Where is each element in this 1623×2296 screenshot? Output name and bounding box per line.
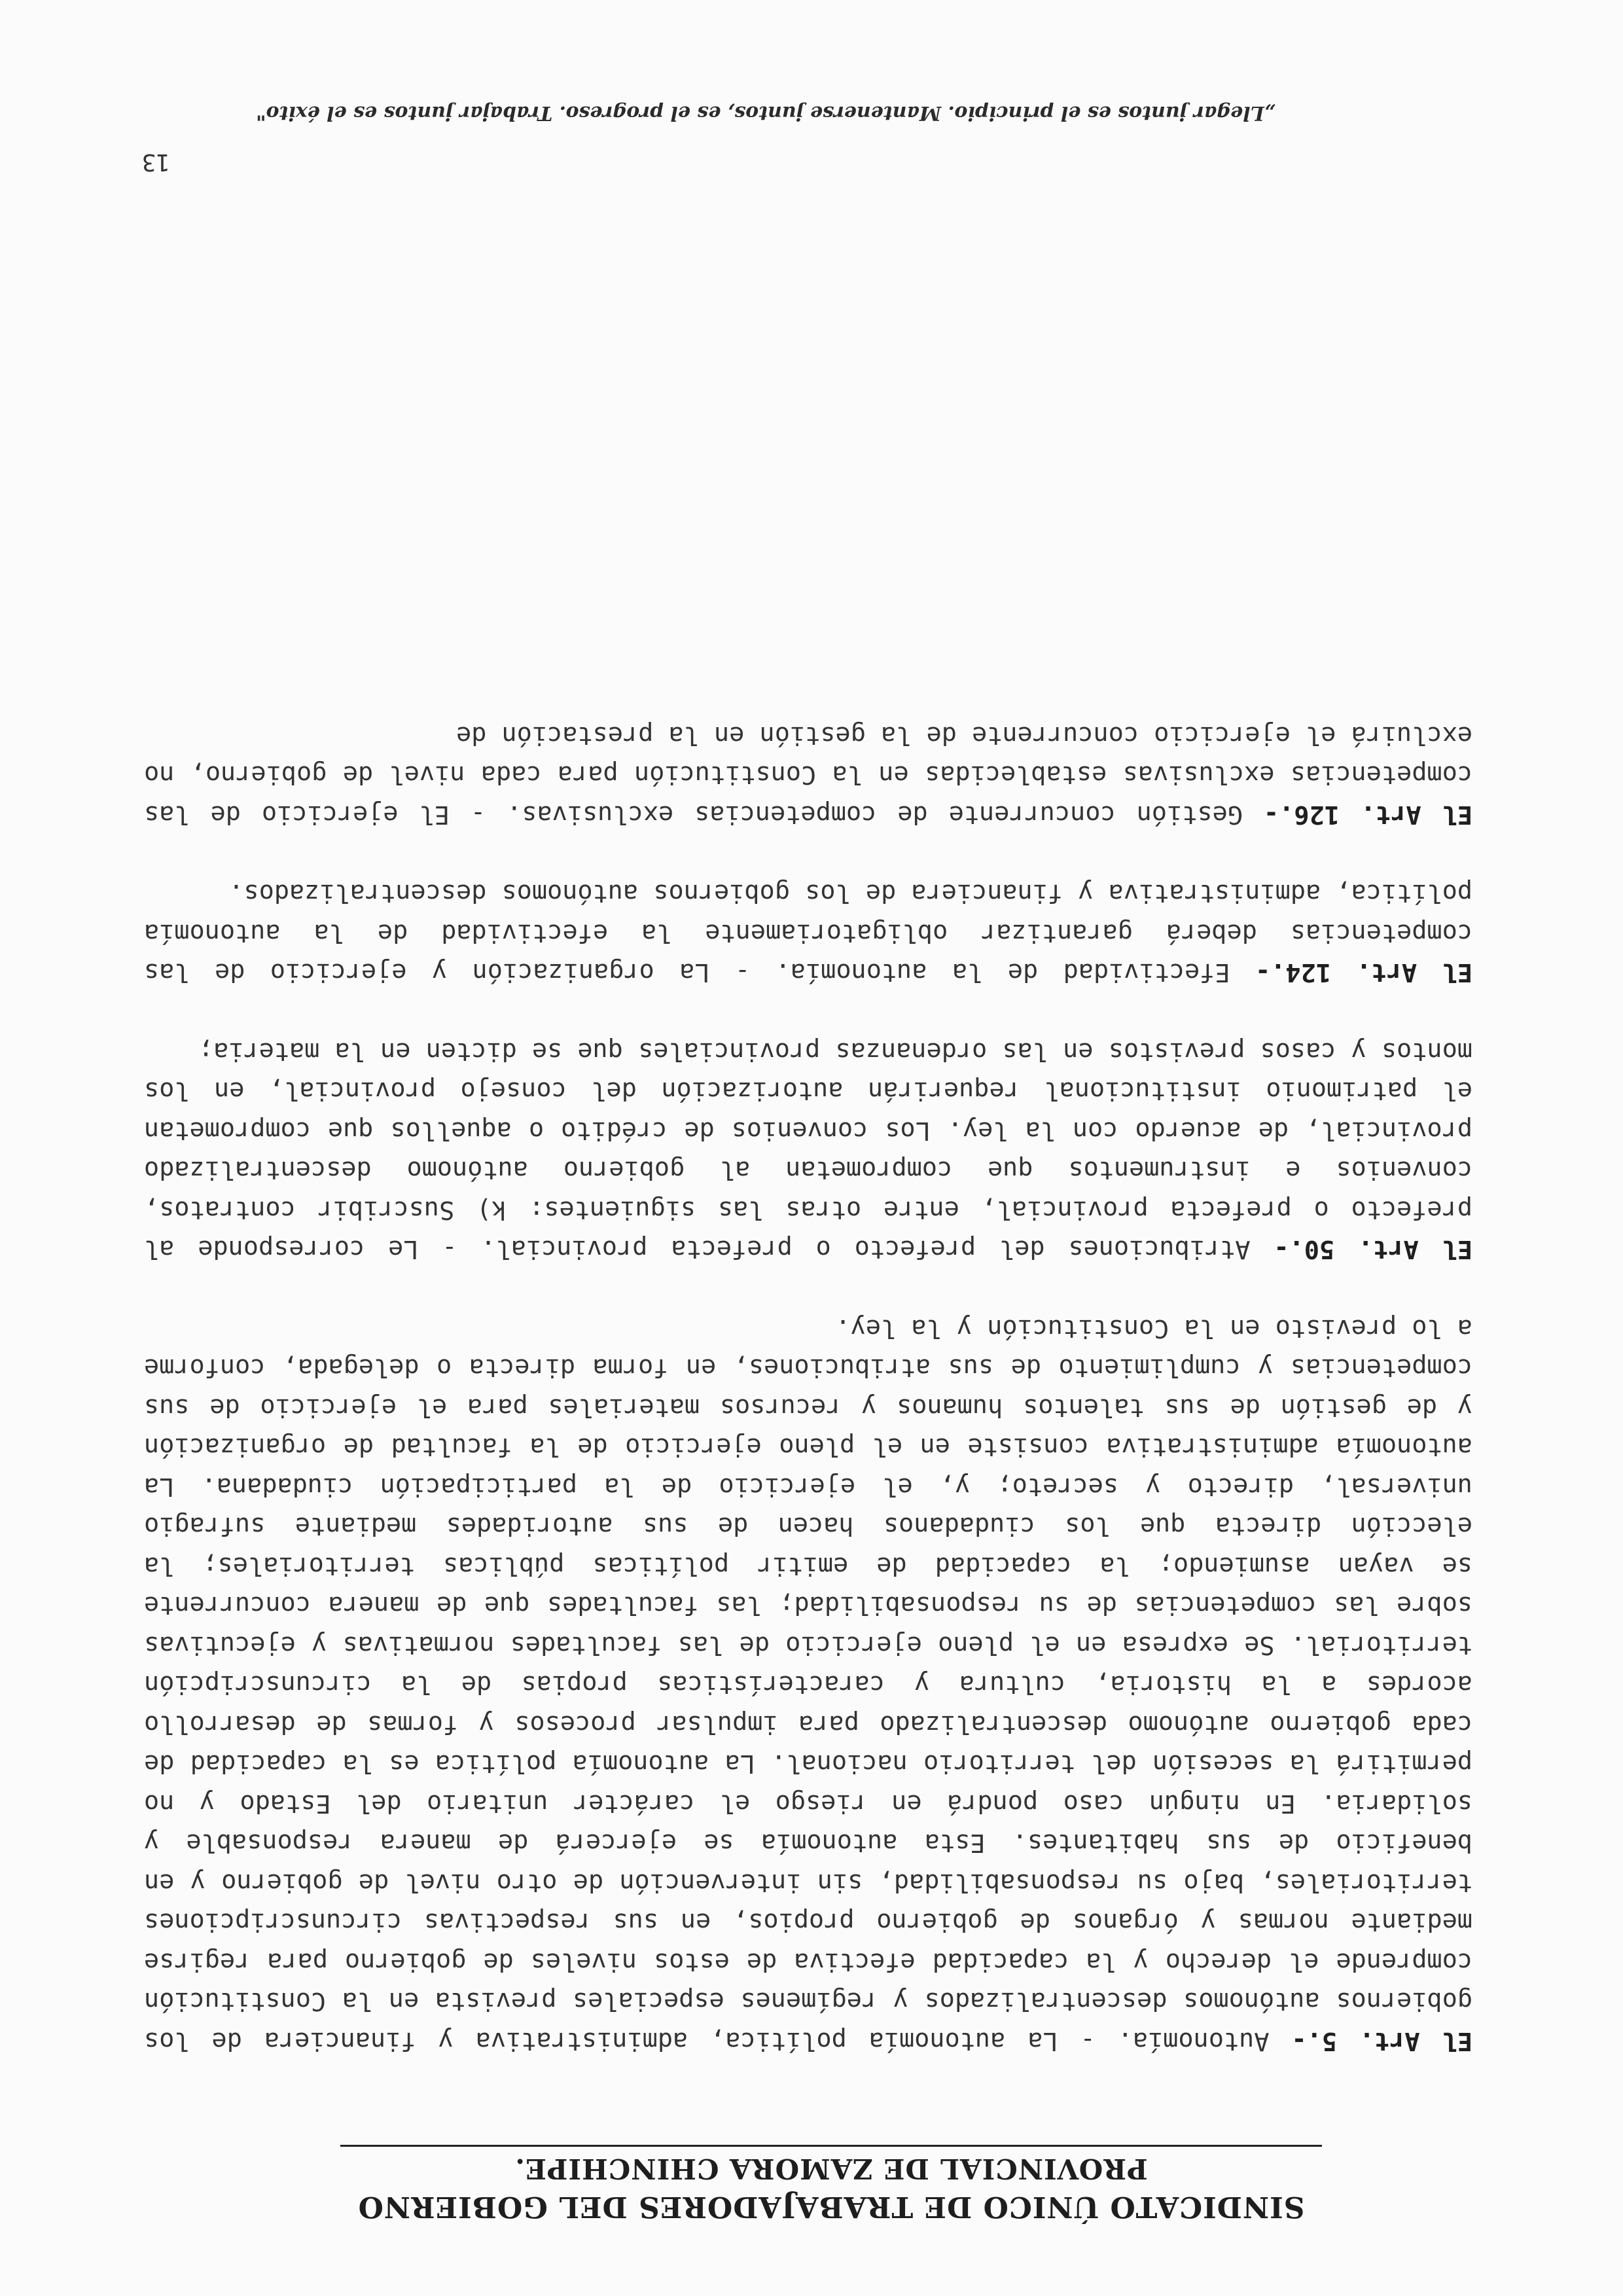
footer-motto: „Llegar juntos es el principio. Mantenerse juntos, es el progreso. Trabajar juntos es el éxito" bbox=[255, 101, 1276, 124]
article-50 bbox=[144, 1031, 1472, 1269]
article-number: El Art. 126.- bbox=[1263, 800, 1472, 829]
article-number: El Art. 5.- bbox=[1291, 2026, 1472, 2056]
article-number: El Art. 124.- bbox=[1255, 958, 1472, 988]
article-text: Atribuciones del prefecto o prefecta provincial. - Le corresponde al prefecto o prefecta provincial, entre otras las siguientes: k) Suscribir contratos, convenios e instrumentos que comprometan al gobierno autónomo descentralizado provincial, de acuerdo con la ley. Los convenios de crédito o aquellos que comprometan el patrimonio institucional requerirán autorización del consejo provincial, en los montos y casos previstos en las ordenanzas provinciales que se dicten en la materia; bbox=[144, 1037, 1472, 1265]
letterhead-line-2: PROVINCIAL DE ZAMORA CHINCHIPE. bbox=[514, 2153, 1148, 2185]
letterhead bbox=[288, 2145, 1374, 2225]
article-126 bbox=[144, 715, 1472, 834]
article-number: El Art. 50.- bbox=[1274, 1234, 1472, 1265]
article-text: Autonomía. - La autonomía política, administrativa y financiera de los gobiernos autónomos descentralizados y regímenes especiales prevista en la Constitución comprende el derecho y la capacidad efectiva de estos niveles de gobierno para regirse mediante normas y órganos de gobierno propios, en sus respectivas circunscripciones territoriales, bajo su responsabilidad, sin intervención de otro nivel de gobierno y en beneficio de sus habitantes. Esta autonomía se ejercerá de manera responsable y solidaria. En ningún caso pondrá en riesgo el carácter unitario del Estado y no permitirá la secesión del territorio nacional. La autonomía política es la capacidad de cada gobierno autónomo descentralizado para impulsar procesos y formas de desarrollo acordes a la historia, cultura y características propias de la circunscripción territorial. Se expresa en el pleno ejercicio de las facultades normativas y ejecutivas sobre las competencias de su responsabilidad; las facultades que de manera concurrente se vayan asumiendo; la capacidad de emitir políticas públicas territoriales; la elección directa que los ciudadanos hacen de sus autoridades mediante sufragio universal, directo y secreto; y, el ejercicio de la participación ciudadana. La autonomía administrativa consiste en el pleno ejercicio de la facultad de organización y de gestión de sus talentos humanos y recursos materiales para el ejercicio de sus competencias y cumplimiento de sus atribuciones, en forma directa o delegada, conforme a lo previsto en la Constitución y la ley. bbox=[143, 1314, 1472, 2056]
page-number: 13 bbox=[141, 149, 170, 175]
letterhead-rule bbox=[340, 2145, 1322, 2147]
article-text: Efectividad de la autonomía. - La organización y ejercicio de las competencias deberá garantizar obligatoriamente la efectividad de la autonomía política, administrativa y financiera de los gobiernos autónomos descentralizados. bbox=[144, 878, 1472, 988]
document-body bbox=[144, 676, 1472, 2061]
article-124 bbox=[144, 873, 1472, 992]
article-text: Gestión concurrente de competencias exclusivas. - El ejercicio de las competencias exclusivas establecidas en la Constitución para cada nivel de gobierno, no excluirá el ejercicio concurrente de la gestión en la prestación de bbox=[144, 721, 1472, 829]
letterhead-line-1: SINDICATO ÚNICO DE TRABAJADORES DEL GOBIERNO bbox=[357, 2190, 1305, 2223]
article-5 bbox=[144, 1308, 1472, 2061]
